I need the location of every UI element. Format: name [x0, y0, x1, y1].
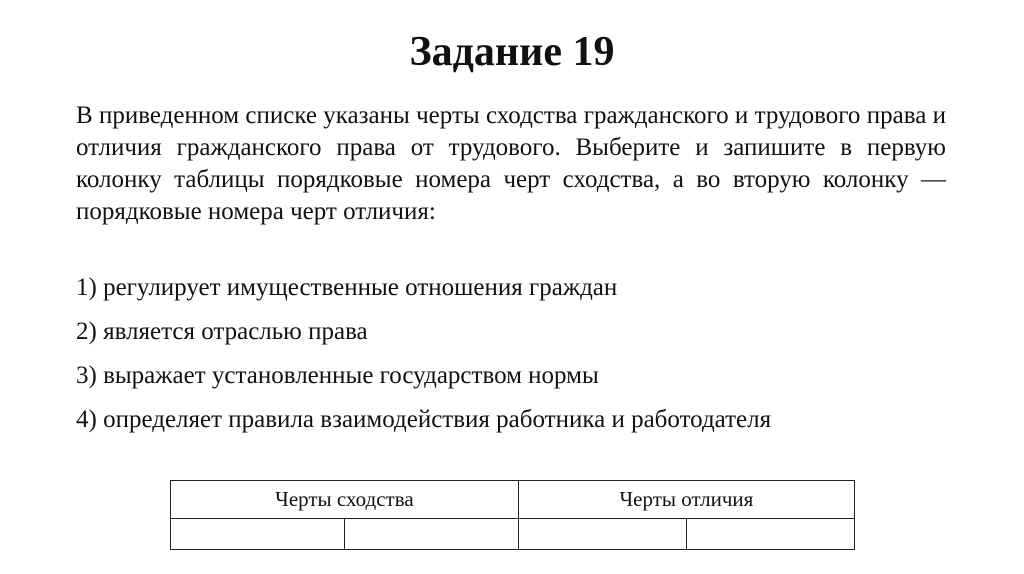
answer-cell-difference-1[interactable] [518, 519, 686, 550]
option-item-1: 1) регулирует имущественные отношения граждан [76, 274, 618, 301]
answer-table-input-row [171, 519, 855, 550]
header-differences: Черты отличия [518, 481, 854, 519]
answer-table-header-row [171, 481, 855, 519]
task-title: Задание 19 [409, 29, 615, 75]
answer-table [170, 480, 855, 550]
option-item-4: 4) определяет правила взаимодействия работника и работодателя [76, 406, 772, 433]
answer-cell-similarity-1[interactable] [171, 519, 345, 550]
task-instructions: В приведенном списке указаны черты сходства гражданского и трудового права и отличия гражданского права от трудового. Выберите и запишите в первую колонку таблицы порядковые номера черт сходства, а во вторую колонку — порядковые номера черт отличия: [76, 102, 946, 225]
option-item-3: 3) выражает установленные государством нормы [76, 362, 599, 389]
options-list [76, 272, 956, 448]
answer-cell-difference-2[interactable] [686, 519, 854, 550]
answer-cell-similarity-2[interactable] [344, 519, 518, 550]
option-item-2: 2) является отраслью права [76, 318, 368, 345]
header-similarities: Черты сходства [171, 481, 519, 519]
